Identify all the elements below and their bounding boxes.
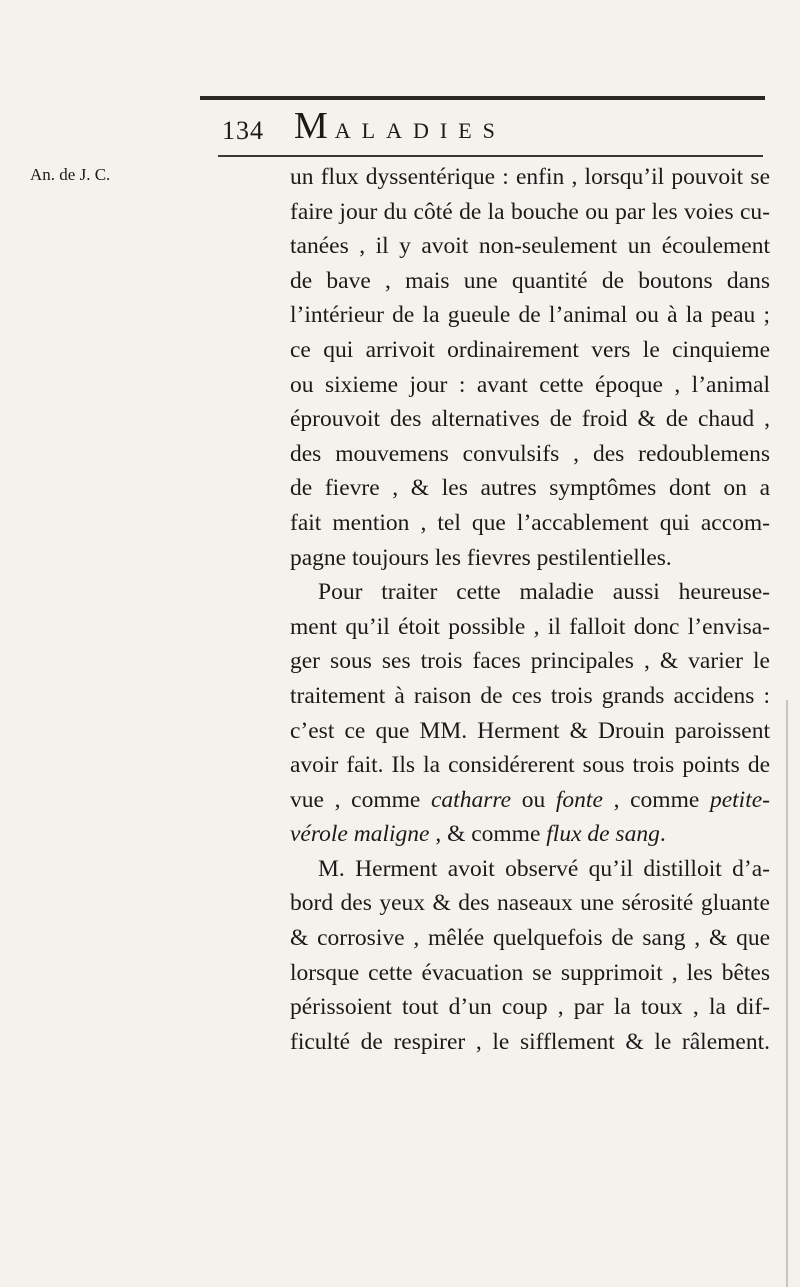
page-header [222, 104, 782, 147]
text-line: fait mention , tel que l’accablement qui accom- [290, 509, 770, 536]
text-line: bord des yeux & des naseaux une sérosité gluante [290, 890, 770, 917]
text-line: M. Herment avoit observé qu’il distilloit d’a- [318, 855, 770, 882]
text-line: vue , comme catharre ou fonte , comme petite- [290, 786, 770, 813]
text-line: périssoient tout d’un coup , par la toux , la dif- [290, 994, 770, 1021]
text-line: vérole maligne , & comme flux de sang. [290, 821, 666, 848]
text-line: de bave , mais une quantité de boutons dans [290, 267, 770, 294]
text-line: ficulté de respirer , le sifflement & le râlement. [290, 1028, 770, 1055]
text-line: pagne toujours les fievres pestilentielles. [290, 544, 672, 571]
header-rule [218, 155, 763, 157]
text-line: traitement à raison de ces trois grands accidens : [290, 682, 770, 709]
text-line: éprouvoit des alternatives de froid & de chaud , [290, 406, 770, 433]
running-title-initial: M [294, 105, 335, 147]
page-number: 134 [222, 116, 264, 145]
text-line: faire jour du côté de la bouche ou par les voies cu- [290, 198, 770, 225]
text-line: un flux dyssentérique : enfin , lorsqu’il pouvoit se [290, 164, 770, 190]
text-line: ment qu’il étoit possible , il falloit donc l’envisa- [290, 613, 770, 640]
text-line: Pour traiter cette maladie aussi heureuse- [318, 579, 770, 606]
text-line: lorsque cette évacuation se supprimoit , les bêtes [290, 959, 770, 986]
text-line: c’est ce que MM. Herment & Drouin paroissent [290, 717, 770, 744]
text-line: & corrosive , mêlée quelquefois de sang , & que [290, 925, 770, 952]
body-text [290, 160, 770, 1059]
text-line: ce qui arrivoit ordinairement vers le cinquieme [290, 336, 770, 363]
text-line: tanées , il y avoit non-seulement un écoulement [290, 233, 770, 260]
top-rule [200, 96, 765, 100]
text-line: ou sixieme jour : avant cette époque , l’animal [290, 371, 770, 398]
text-line: l’intérieur de la gueule de l’animal ou à la peau ; [290, 302, 770, 329]
page-edge-shadow [786, 700, 788, 1287]
running-title-rest: ALADIES [334, 118, 506, 143]
running-title [294, 104, 506, 148]
margin-note: An. de J. C. [30, 165, 111, 184]
text-line: de fievre , & les autres symptômes dont on a [290, 475, 770, 502]
text-line: avoir fait. Ils la considérerent sous trois points de [290, 752, 770, 779]
text-line: ger sous ses trois faces principales , & varier le [290, 648, 770, 675]
text-line: des mouvemens convulsifs , des redoublemens [290, 440, 770, 467]
